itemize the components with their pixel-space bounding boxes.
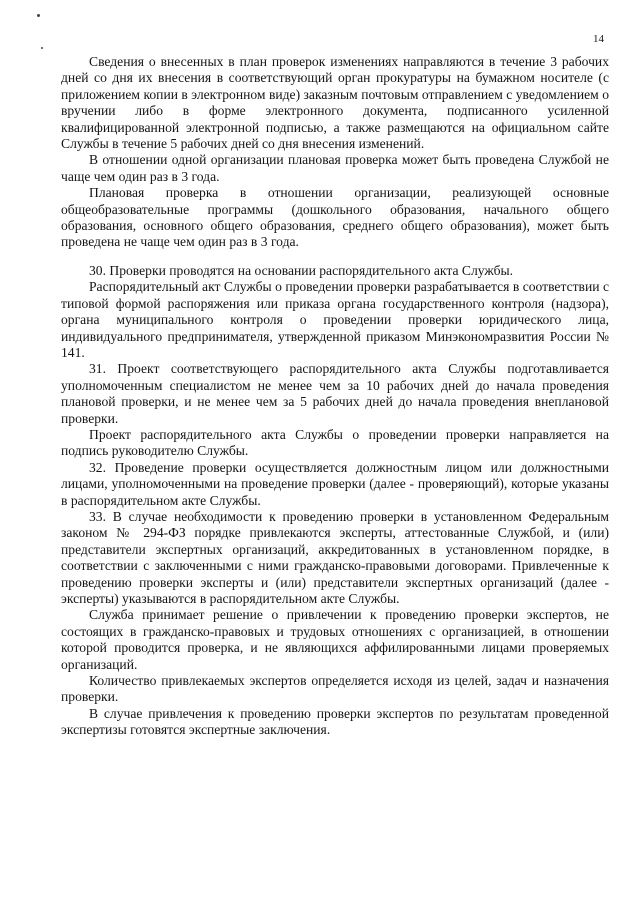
paragraph: Сведения о внесенных в план проверок изменениях направляются в течение 3 рабочих дней со дня их внесения в соответствующий орган прокуратуры на бумажном носителе (с приложением копии в электронном виде) заказным почтовым отправлением с уведомлением о вручении либо в форме электронного документа, подписанного усиленной квалифицированной электронной подписью, а также размещаются на официальном сайте Службы в течение 5 рабочих дней со дня внесения изменений. xyxy=(61,54,609,152)
paragraph: 32. Проведение проверки осуществляется должностным лицом или должностными лицами, уполномоченными на проведение проверки (далее - проверяющий), которые указаны в распорядительном акте Службы. xyxy=(61,459,609,508)
scan-speck xyxy=(37,14,40,17)
paragraph: Плановая проверка в отношении организации, реализующей основные общеобразовательные программы (дошкольного образования, начального общего образования, основного общего образования, среднего общего образования), может быть проведена не чаще чем один раз в 3 года. xyxy=(61,185,609,250)
page-number: 14 xyxy=(593,33,604,45)
paragraph: Проект распорядительного акта Службы о проведении проверки направляется на подпись руководителю Службы. xyxy=(61,426,609,459)
paragraph: Количество привлекаемых экспертов определяется исходя из целей, задач и назначения проверки. xyxy=(61,673,609,705)
paragraph: 33. В случае необходимости к проведению проверки в установленном Федеральным законом № 294-ФЗ порядке привлекаются эксперты, аттестованные Службой, и (или) представители экспертных организаций, аккредитованных в установленном порядке, в соответствии с заключенными с ними гражданско-правовыми договорами. Привлеченные к проведению проверки эксперты и (или) представители экспертных организаций (далее - эксперты) указываются в распорядительном акте Службы. xyxy=(61,508,609,606)
scan-speck xyxy=(41,47,43,49)
paragraph: В случае привлечения к проведению проверки экспертов по результатам проведенной экспертизы готовятся экспертные заключения. xyxy=(61,705,609,738)
paragraph: 30. Проверки проводятся на основании распорядительного акта Службы. xyxy=(89,262,514,278)
paragraph: Распорядительный акт Службы о проведении проверки разрабатывается в соответствии с типовой формой распоряжения или приказа органа государственного контроля (надзора), органа муниципального контроля о проведении проверки юридического лица, индивидуального предпринимателя, утвержденной приказом Минэкономразвития России № 141. xyxy=(61,279,609,360)
paragraph-gap xyxy=(61,251,609,263)
paragraph: В отношении одной организации плановая проверка может быть проведена Службой не чаще чем один раз в 3 года. xyxy=(61,152,609,184)
document-body xyxy=(61,54,609,739)
paragraph: Служба принимает решение о привлечении к проведению проверки экспертов, не состоящих в гражданско-правовых и трудовых отношениях с организацией, в отношении которой проводится проверка, и не являющихся аффилированными лицами проверяемых организаций. xyxy=(61,607,609,672)
paragraph: 31. Проект соответствующего распорядительного акта Службы подготавливается уполномоченным специалистом не менее чем за 10 рабочих дней до начала проведения плановой проверки, и не менее чем за 5 рабочих дней до начала проведения внеплановой проверки. xyxy=(61,361,609,426)
